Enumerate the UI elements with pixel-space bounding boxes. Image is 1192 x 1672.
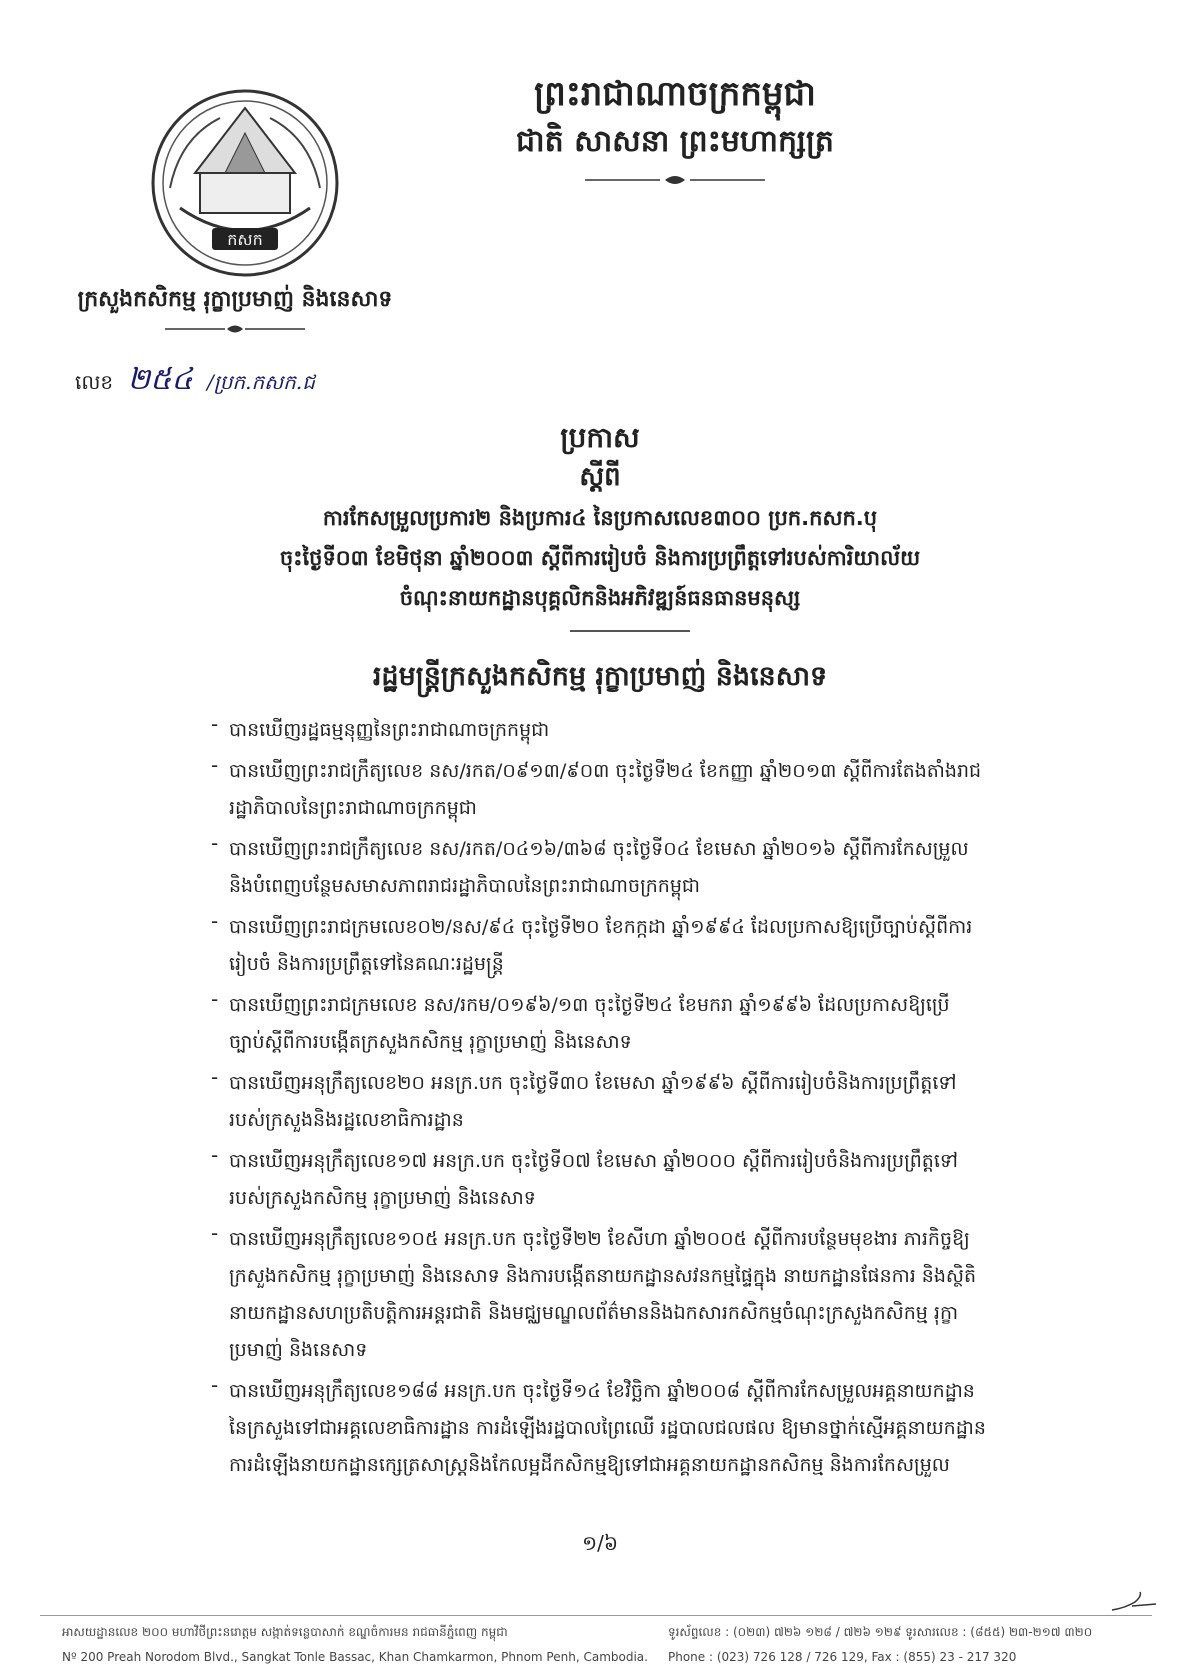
list-item	[211, 1065, 1100, 1139]
item-text: រៀបចំ និងការប្រព្រឹត្តទៅនៃគណៈរដ្ឋមន្ត្រី	[229, 953, 504, 975]
page-number: ១/៦	[581, 1531, 619, 1555]
bullet-dash: -	[211, 712, 219, 736]
signature-mark	[1110, 1590, 1160, 1614]
footer-address-khmer: អាសយដ្ឋានលេខ ២០០ មហាវិថីព្រះនរោត្តម សង្កាត់ទន្លេបាសាក់ ខណ្ឌចំការមន រាជធានីភ្នំពេញ កម្ពុជា	[62, 1625, 508, 1639]
bullet-dash: -	[211, 753, 219, 777]
item-text: បានឃើញរដ្ឋធម្មនុញ្ញនៃព្រះរាជាណាចក្រកម្ពុជា	[229, 719, 550, 741]
item-text: របស់ក្រសួងនិងរដ្ឋលេខាធិការដ្ឋាន	[229, 1109, 464, 1131]
item-text: បានឃើញអនុក្រឹត្យលេខ១៨៨ អនក្រ.បក ចុះថ្ងៃទី១៤ ខែវិច្ឆិកា ឆ្នាំ២០០៨ ស្តីពីការកែសម្រួលអគ្គនាយកដ្ឋាន	[229, 1380, 975, 1402]
ministry-seal-emblem	[140, 78, 350, 288]
item-text: បានឃើញអនុក្រឹត្យលេខ១៧ អនក្រ.បក ចុះថ្ងៃទី០៧ ខែមេសា ឆ្នាំ២០០០ ស្តីពីការរៀបចំនិងការប្រព្រឹត្តទៅ	[229, 1150, 958, 1172]
svg-text:កសក: កសក	[227, 230, 263, 249]
reference-handwritten-number: ២៥៤	[127, 362, 193, 397]
document-type-title: ប្រកាស	[560, 421, 640, 454]
list-item	[211, 831, 1100, 905]
legal-basis-list	[211, 712, 1100, 1488]
subject-line: ចុះថ្ងៃទី០៣ ខែមិថុនា ឆ្នាំ២០០៣ ស្តីពីការរៀបចំ និងការប្រព្រឹត្តទៅរបស់ការិយាល័យ	[279, 546, 921, 570]
list-item	[211, 753, 1100, 827]
bullet-dash: -	[211, 987, 219, 1011]
list-item	[211, 1143, 1100, 1217]
ornament-divider	[155, 322, 315, 336]
item-text: នៃក្រសួងទៅជាអគ្គលេខាធិការដ្ឋាន ការដំឡើងរដ្ឋបាលព្រៃឈើ រដ្ឋបាលជលផល ឱ្យមានថ្នាក់ស្មើអគ្គនាយកដ្ឋាន	[229, 1417, 986, 1439]
list-item	[211, 712, 1100, 749]
reference-prefix: លេខ	[75, 370, 114, 394]
bullet-dash: -	[211, 1143, 219, 1167]
list-item	[211, 1373, 1100, 1484]
bullet-dash: -	[211, 1065, 219, 1089]
item-text: បានឃើញព្រះរាជក្រមលេខ០២/នស/៩៤ ចុះថ្ងៃទី២០ ខែកក្កដា ឆ្នាំ១៩៩៤ ដែលប្រកាសឱ្យប្រើច្បាប់ស្តីពីការ	[229, 916, 973, 938]
item-text: របស់ក្រសួងកសិកម្ម រុក្ខាប្រមាញ់ និងនេសាទ	[229, 1187, 536, 1209]
minister-heading: រដ្ឋមន្ត្រីក្រសួងកសិកម្ម រុក្ខាប្រមាញ់ និងនេសាទ	[372, 661, 828, 692]
footer-phone-khmer: ទូរស័ព្ទលេខ : (០២៣) ៧២៦ ១២៨ / ៧២៦ ១២៩ ទូរសារលេខ : (៨៥៥) ២៣-២១៧ ៣២០	[668, 1625, 1093, 1639]
item-text: បានឃើញព្រះរាជក្រមលេខ នស/រកម/០១៩៦/១៣ ចុះថ្ងៃទី២៤ ខែមករា ឆ្នាំ១៩៩៦ ដែលប្រកាសឱ្យប្រើ	[229, 994, 950, 1016]
subject-line: ចំណុះនាយកដ្ឋានបុគ្គលិកនិងអភិវឌ្ឍន៍ធនធានមនុស្ស	[399, 586, 801, 610]
bullet-dash: -	[211, 909, 219, 933]
item-text: រដ្ឋាភិបាលនៃព្រះរាជាណាចក្រកម្ពុជា	[229, 797, 477, 819]
reference-suffix: /ប្រក.កសក.ជ	[207, 370, 315, 394]
national-motto: ជាតិ សាសនា ព្រះមហាក្សត្រ	[516, 124, 834, 159]
subject-line: ការកែសម្រួលប្រការ២ និងប្រការ៤ នៃប្រកាសលេខ៣០០ ប្រក.កសក.បុ	[322, 506, 878, 530]
subject-label: ស្តីពី	[579, 462, 621, 492]
bullet-dash: -	[211, 831, 219, 855]
item-text: និងបំពេញបន្ថែមសមាសភាពរាជរដ្ឋាភិបាលនៃព្រះរាជាណាចក្រកម្ពុជា	[229, 875, 701, 897]
kingdom-heading: ព្រះរាជាណាចក្រកម្ពុជា	[534, 74, 816, 114]
list-item	[211, 987, 1100, 1061]
ornament-divider	[575, 172, 775, 188]
footer-divider	[40, 1615, 1152, 1616]
title-divider	[570, 630, 690, 632]
item-text: ក្រសួងកសិកម្ម រុក្ខាប្រមាញ់ និងនេសាទ និងការបង្កើតនាយកដ្ឋានសវនកម្មផ្ទៃក្នុង នាយកដ្ឋានផែនការ និងស្ថិតិ	[229, 1265, 977, 1287]
item-text: នាយកដ្ឋានសហប្រតិបត្តិការអន្តរជាតិ និងមជ្ឈមណ្ឌលព័ត៌មាននិងឯកសារកសិកម្មចំណុះក្រសួងកសិកម្ម រុក្ខា	[229, 1302, 959, 1324]
footer-phone-english: Phone : (023) 726 128 / 726 129, Fax : (855) 23 - 217 320	[668, 1650, 1017, 1664]
bullet-dash: -	[211, 1221, 219, 1245]
reference-number	[75, 360, 315, 404]
bullet-dash: -	[211, 1373, 219, 1397]
item-text: ច្បាប់ស្តីពីការបង្កើតក្រសួងកសិកម្ម រុក្ខាប្រមាញ់ និងនេសាទ	[229, 1031, 632, 1053]
item-text: ការដំឡើងនាយកដ្ឋានក្សេត្រសាស្ត្រនិងកែលម្អដីកសិកម្មឱ្យទៅជាអគ្គនាយកដ្ឋានកសិកម្ម និងការកែសម្រួល	[229, 1454, 950, 1476]
item-text: ប្រមាញ់ និងនេសាទ	[229, 1339, 368, 1361]
ministry-name: ក្រសួងកសិកម្ម រុក្ខាប្រមាញ់ និងនេសាទ	[77, 287, 393, 312]
item-text: បានឃើញអនុក្រឹត្យលេខ១០៥ អនក្រ.បក ចុះថ្ងៃទី២២ ខែសីហា ឆ្នាំ២០០៥ ស្តីពីការបន្ថែមមុខងារ ភារកិច្ចឱ្យ	[229, 1228, 970, 1250]
footer-address-english: Nº 200 Preah Norodom Blvd., Sangkat Tonle Bassac, Khan Chamkarmon, Phnom Penh, Cambodia.	[62, 1650, 648, 1664]
list-item	[211, 1221, 1100, 1369]
item-text: បានឃើញព្រះរាជក្រឹត្យលេខ នស/រកត/០៩១៣/៩០៣ ចុះថ្ងៃទី២៤ ខែកញ្ញា ឆ្នាំ២០១៣ ស្តីពីការតែងតាំងរាជ	[229, 760, 982, 782]
item-text: បានឃើញអនុក្រឹត្យលេខ២០ អនក្រ.បក ចុះថ្ងៃទី៣០ ខែមេសា ឆ្នាំ១៩៩៦ ស្តីពីការរៀបចំនិងការប្រព្រឹត្តទៅ	[229, 1072, 957, 1094]
list-item	[211, 909, 1100, 983]
item-text: បានឃើញព្រះរាជក្រឹត្យលេខ នស/រកត/០៤១៦/៣៦៨ ចុះថ្ងៃទី០៤ ខែមេសា ឆ្នាំ២០១៦ ស្តីពីការកែសម្រួល	[229, 838, 969, 860]
